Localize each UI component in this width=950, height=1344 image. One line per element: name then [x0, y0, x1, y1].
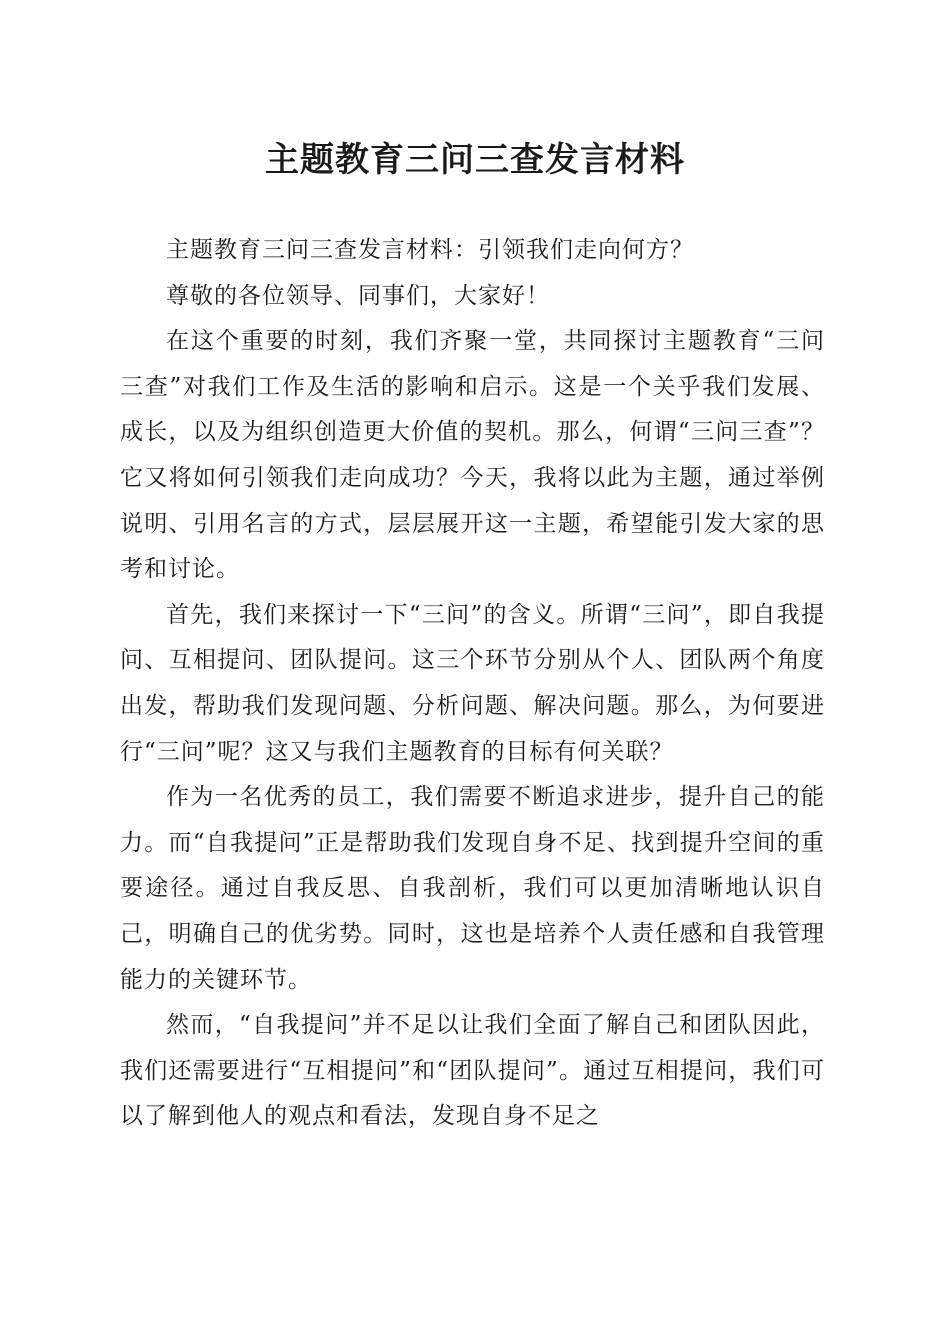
paragraph-greeting: 尊敬的各位领导、同事们，大家好！	[166, 282, 550, 309]
document-body	[120, 228, 825, 1140]
paragraph-three-questions: 首先，我们来探讨一下“三问”的含义。所谓“三问”，即自我提问、互相提问、团队提问。这三个环节分别从个人、团队两个角度出发，帮助我们发现问题、分析问题、解决问题。那么，为何要进行“三问”呢？这又与我们主题教育的目标有何关联？	[120, 601, 825, 765]
paragraph-mutual-questioning: 然而，“自我提问”并不足以让我们全面了解自己和团队因此，我们还需要进行“互相提问”和“团队提问”。通过互相提问，我们可以了解到他人的观点和看法，发现自身不足之	[120, 1012, 825, 1130]
paragraph-intro: 在这个重要的时刻，我们齐聚一堂，共同探讨主题教育“三问三查”对我们工作及生活的影响和启示。这是一个关乎我们发展、成长，以及为组织创造更大价值的契机。那么，何谓“三问三查”？它又将如何引领我们走向成功？今天，我将以此为主题，通过举例说明、引用名言的方式，层层展开这一主题，希望能引发大家的思考和讨论。	[120, 328, 825, 583]
paragraph-subtitle: 主题教育三问三查发言材料：引领我们走向何方？	[166, 237, 694, 263]
document-title: 主题教育三问三查发言材料	[265, 140, 685, 180]
paragraph-self-questioning: 作为一名优秀的员工，我们需要不断追求进步，提升自己的能力。而“自我提问”正是帮助我们发现自身不足、找到提升空间的重要途径。通过自我反思、自我剖析，我们可以更加清晰地认识自己，明确自己的优劣势。同时，这也是培养个人责任感和自我管理能力的关键环节。	[120, 784, 825, 993]
